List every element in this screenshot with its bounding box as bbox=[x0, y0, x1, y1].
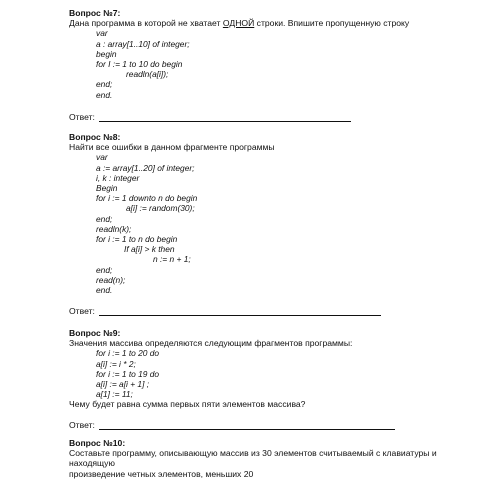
code-line: var bbox=[96, 28, 108, 39]
answer-label: Ответ: bbox=[69, 420, 95, 430]
question-7-title: Вопрос №7: bbox=[69, 8, 121, 18]
code-line: a[i] := a[i + 1] ; bbox=[96, 379, 150, 390]
code-line: begin bbox=[96, 48, 117, 59]
code-line: end; bbox=[96, 79, 113, 90]
code-line: If a[i] > k then bbox=[124, 244, 175, 255]
question-9-text: Значения массива определяются следующим фрагментов программы: bbox=[69, 338, 353, 349]
code-line: end. bbox=[96, 285, 113, 296]
question-7-text bbox=[69, 18, 409, 28]
answer-line[interactable] bbox=[99, 113, 351, 122]
code-line: a := array[1..20] of integer; bbox=[96, 162, 195, 173]
answer-line[interactable] bbox=[99, 307, 381, 316]
code-line: i, k : integer bbox=[96, 172, 140, 183]
code-line: for I := 1 to 10 do begin bbox=[96, 59, 183, 70]
code-line: for i := 1 to 20 do bbox=[96, 348, 160, 359]
code-line: end. bbox=[96, 89, 113, 100]
question-9 bbox=[69, 328, 352, 410]
code-line: a[i] := i * 2; bbox=[96, 358, 136, 369]
question-10-text-line1: Составьте программу, описывающую массив из 30 элементов считываемый с клавиатуры и находящую bbox=[69, 448, 437, 469]
question-9-question: Чему будет равна сумма первых пяти элементов массива? bbox=[69, 399, 306, 410]
question-7-text-after: строки. Впишите пропущенную строку bbox=[254, 18, 410, 29]
code-line: a : array[1..10] of integer; bbox=[96, 38, 190, 49]
answer-line[interactable] bbox=[99, 421, 395, 430]
question-8 bbox=[69, 132, 275, 295]
question-8-answer bbox=[69, 306, 381, 316]
question-7-text-before: Дана программа в которой не хватает bbox=[69, 18, 223, 29]
question-8-text: Найти все ошибки в данном фрагменте программы bbox=[69, 142, 275, 153]
code-line: read(n); bbox=[96, 274, 126, 285]
code-line: readln(a[i]); bbox=[126, 69, 169, 80]
question-8-title: Вопрос №8: bbox=[69, 132, 121, 142]
code-line: n := n + 1; bbox=[153, 254, 191, 265]
question-9-title: Вопрос №9: bbox=[69, 328, 121, 338]
code-line: end; bbox=[96, 264, 113, 275]
question-10-title: Вопрос №10: bbox=[69, 438, 126, 448]
question-7-text-underlined: ОДНОЙ bbox=[222, 18, 255, 29]
question-10 bbox=[69, 438, 480, 479]
code-line: readln(k); bbox=[96, 223, 132, 234]
code-line: end; bbox=[96, 213, 113, 224]
answer-label: Ответ: bbox=[69, 112, 95, 122]
answer-label: Ответ: bbox=[69, 306, 95, 316]
code-line: for i := 1 to 19 do bbox=[96, 368, 160, 379]
code-line: Begin bbox=[96, 183, 118, 194]
code-line: a[1] := 11; bbox=[96, 389, 133, 400]
question-10-text-line2: произведение четных элементов, меньших 20 bbox=[69, 468, 254, 479]
question-9-answer bbox=[69, 420, 395, 430]
question-7 bbox=[69, 8, 409, 100]
code-line: var bbox=[96, 152, 108, 163]
code-line: for i := 1 downto n do begin bbox=[96, 193, 198, 204]
code-line: a[i] := random(30); bbox=[126, 203, 195, 214]
question-7-answer bbox=[69, 112, 351, 122]
code-line: for i := 1 to n do begin bbox=[96, 234, 178, 245]
